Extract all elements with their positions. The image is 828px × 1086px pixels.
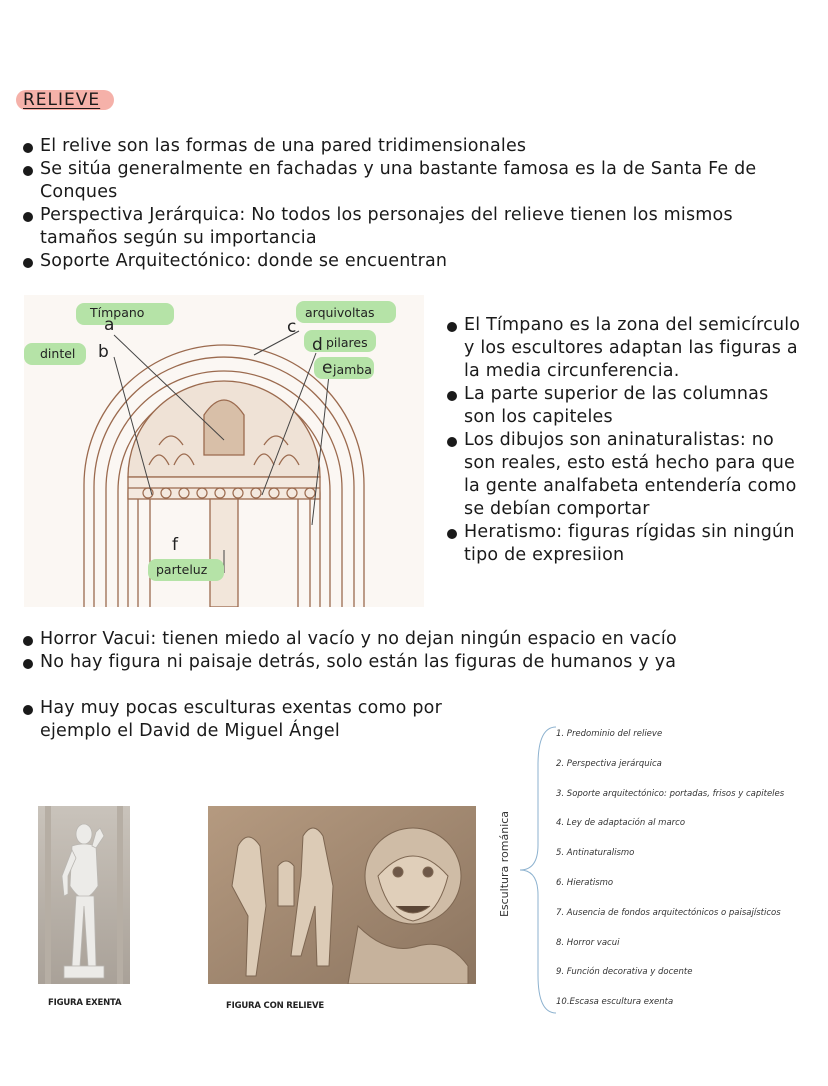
label-arquivoltas: arquivoltas [305,305,375,320]
bullets-top [20,135,800,273]
summary-brace [518,725,558,1015]
bullet-final [20,697,450,743]
label-pilares: pilares [326,335,368,350]
letter-b: b [98,342,109,362]
caption-relieve: FIGURA CON RELIEVE [226,1001,324,1011]
summary-item: 1. Predominio del relieve [556,729,663,739]
list-item: El relive son las formas de una pared tridimensionales [20,135,800,158]
label-parteluz: parteluz [156,562,208,577]
summary-item: 5. Antinaturalismo [556,848,635,859]
summary-item: 8. Horror vacui [556,937,620,948]
list-item: Soporte Arquitectónico: donde se encuentran [20,250,800,273]
letter-e: e [322,358,333,378]
letter-f: f [172,535,178,555]
label-dintel: dintel [40,346,76,361]
list-item: El Tímpano es la zona del semicírculo y los escultores adaptan las figuras a la media circunferencia. [444,314,804,383]
letter-d: d [312,335,323,355]
summary-item: 3. Soporte arquitectónico: portadas, frisos y capiteles [556,788,785,799]
list-item: Perspectiva Jerárquica: No todos los personajes del relieve tienen los mismos tamaños según su importancia [20,204,800,250]
list-item: La parte superior de las columnas son los capiteles [444,383,804,429]
label-timpano: Tímpano [90,305,145,320]
summary-item: 10.Escasa escultura exenta [556,997,674,1008]
list-item: Los dibujos son aninaturalistas: no son reales, esto está hecho para que la gente analfabeta entendería como se debían comportar [444,429,804,521]
label-jamba: jamba [333,362,372,377]
letter-c: c [287,317,297,337]
summary-heading: Escultura románica [498,810,511,918]
list-item: No hay figura ni paisaje detrás, solo están las figuras de humanos y ya [20,651,820,674]
list-item: Se sitúa generalmente en fachadas y una bastante famosa es la de Santa Fe de Conques [20,158,800,204]
summary-item: 2. Perspectiva jerárquica [556,758,662,769]
david-statue-photo [38,806,130,984]
list-item: Hay muy pocas esculturas exentas como por ejemplo el David de Miguel Ángel [20,697,450,743]
summary-item: 7. Ausencia de fondos arquitectónicos o paisajísticos [556,907,781,918]
portal-diagram [24,295,424,607]
summary-list [556,728,784,1026]
caption-exenta: FIGURA EXENTA [48,998,122,1008]
letter-a: a [104,315,115,335]
page-title: RELIEVE [23,90,101,110]
list-item: Heratismo: figuras rígidas sin ningún tipo de expresiion [444,521,804,567]
summary-item: 4. Ley de adaptación al marco [556,818,686,829]
relief-photo [208,806,476,984]
summary-item: 6. Hieratismo [556,877,614,888]
summary-item: 9. Función decorativa y docente [556,967,693,978]
bullets-right [444,314,804,567]
bullets-bottom [20,628,820,674]
list-item: Horror Vacui: tienen miedo al vacío y no dejan ningún espacio en vacío [20,628,820,651]
